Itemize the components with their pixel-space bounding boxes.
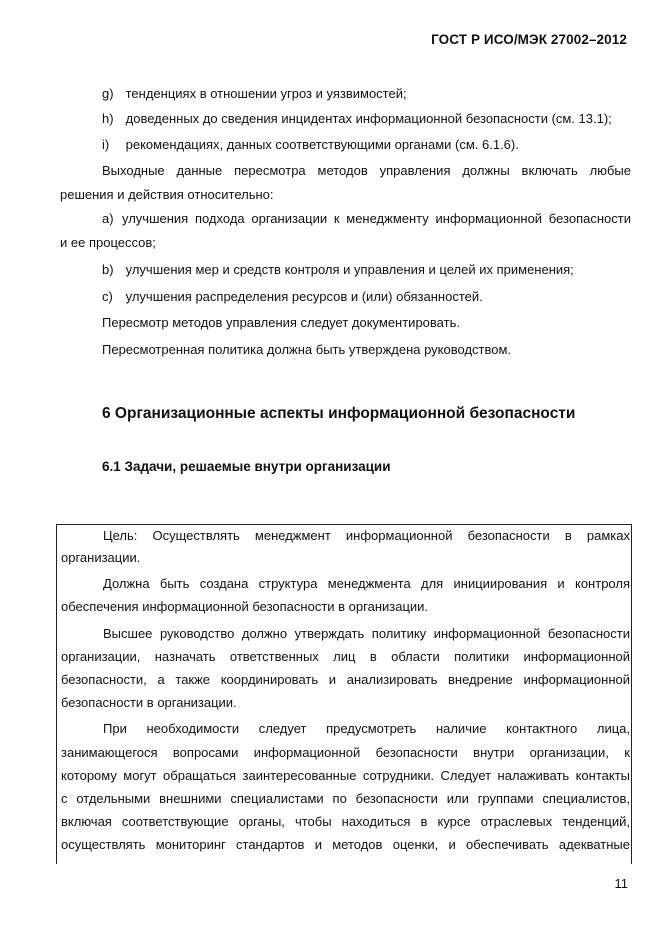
box-p3-line4: безопасности в организации. (61, 695, 237, 710)
list-item-b (60, 258, 631, 282)
closing-para-2: Пересмотренная политика должна быть утверждена руководством. (102, 342, 512, 357)
outputs-para-line2: решения и действия относительно: (60, 187, 274, 202)
page-header-standard-id: ГОСТ Р ИСО/МЭК 27002–2012 (431, 32, 627, 47)
list-label: i) (102, 137, 110, 152)
box-p2-line1: Должна быть создана структура менеджмента для инициирования и контроля (103, 576, 630, 591)
list-label: c) (102, 289, 113, 304)
box-p4-line6: осуществлять мониторинг стандартов и методов оценки, и обеспечивать адекватные (61, 837, 630, 852)
list-item-i (60, 133, 631, 157)
list-text: тенденциях в отношении угроз и уязвимостей; (125, 86, 407, 101)
list-label: b) (102, 262, 114, 277)
section-heading: 6 Организационные аспекты информационной безопасности (102, 405, 576, 422)
list-text: улучшения подхода организации к менеджменту информационной безопасности (122, 211, 631, 226)
box-p4-line1: При необходимости следует предусмотреть наличие контактного лица, (103, 721, 630, 736)
list-item-h (60, 107, 631, 131)
outputs-para-line1: Выходные данные пересмотра методов управления должны включать любые (102, 163, 631, 178)
box-p3-line3: безопасности, а также координировать и анализировать внедрение информационной (61, 672, 630, 687)
page-number: 11 (614, 876, 628, 891)
list-label: h) (102, 111, 114, 126)
subsection-heading: 6.1 Задачи, решаемые внутри организации (102, 459, 391, 474)
list-item-a-cont: и ее процессов; (60, 235, 156, 250)
box-goal-line2: организации. (61, 550, 141, 565)
list-item-c (60, 285, 631, 309)
box-goal-line1: Цель: Осуществлять менеджмент информационной безопасности в рамках (103, 528, 630, 543)
box-p3-line1: Высшее руководство должно утверждать политику информационной безопасности (103, 626, 630, 641)
list-text: улучшения распределения ресурсов и (или) обязанностей. (125, 289, 483, 304)
list-item-g (60, 82, 631, 106)
box-p2-line2: обеспечения информационной безопасности в организации. (61, 599, 429, 614)
box-p4-line3: которому могут обращаться заинтересованные сотрудники. Следует налаживать контакты (61, 768, 630, 783)
list-item-a (60, 207, 631, 231)
list-text: улучшения мер и средств контроля и управления и целей их применения; (125, 262, 574, 277)
box-p4-line2: занимающегося вопросами информационной безопасности внутри организации, к (61, 745, 630, 760)
box-p4-line4: с отдельными внешними специалистами по безопасности или группами специалистов, (61, 791, 630, 806)
list-text: доведенных до сведения инцидентах информационной безопасности (см. 13.1); (125, 111, 612, 126)
list-text: рекомендациях, данных соответствующими органами (см. 6.1.6). (125, 137, 519, 152)
closing-para-1: Пересмотр методов управления следует документировать. (102, 315, 460, 330)
box-p4-line5: включая соответствующие органы, чтобы находиться в курсе отраслевых тенденций, (61, 814, 630, 829)
list-label: a) (102, 211, 114, 226)
box-p3-line2: организации, назначать ответственных лиц в области политики информационной (61, 649, 630, 664)
list-label: g) (102, 86, 114, 101)
